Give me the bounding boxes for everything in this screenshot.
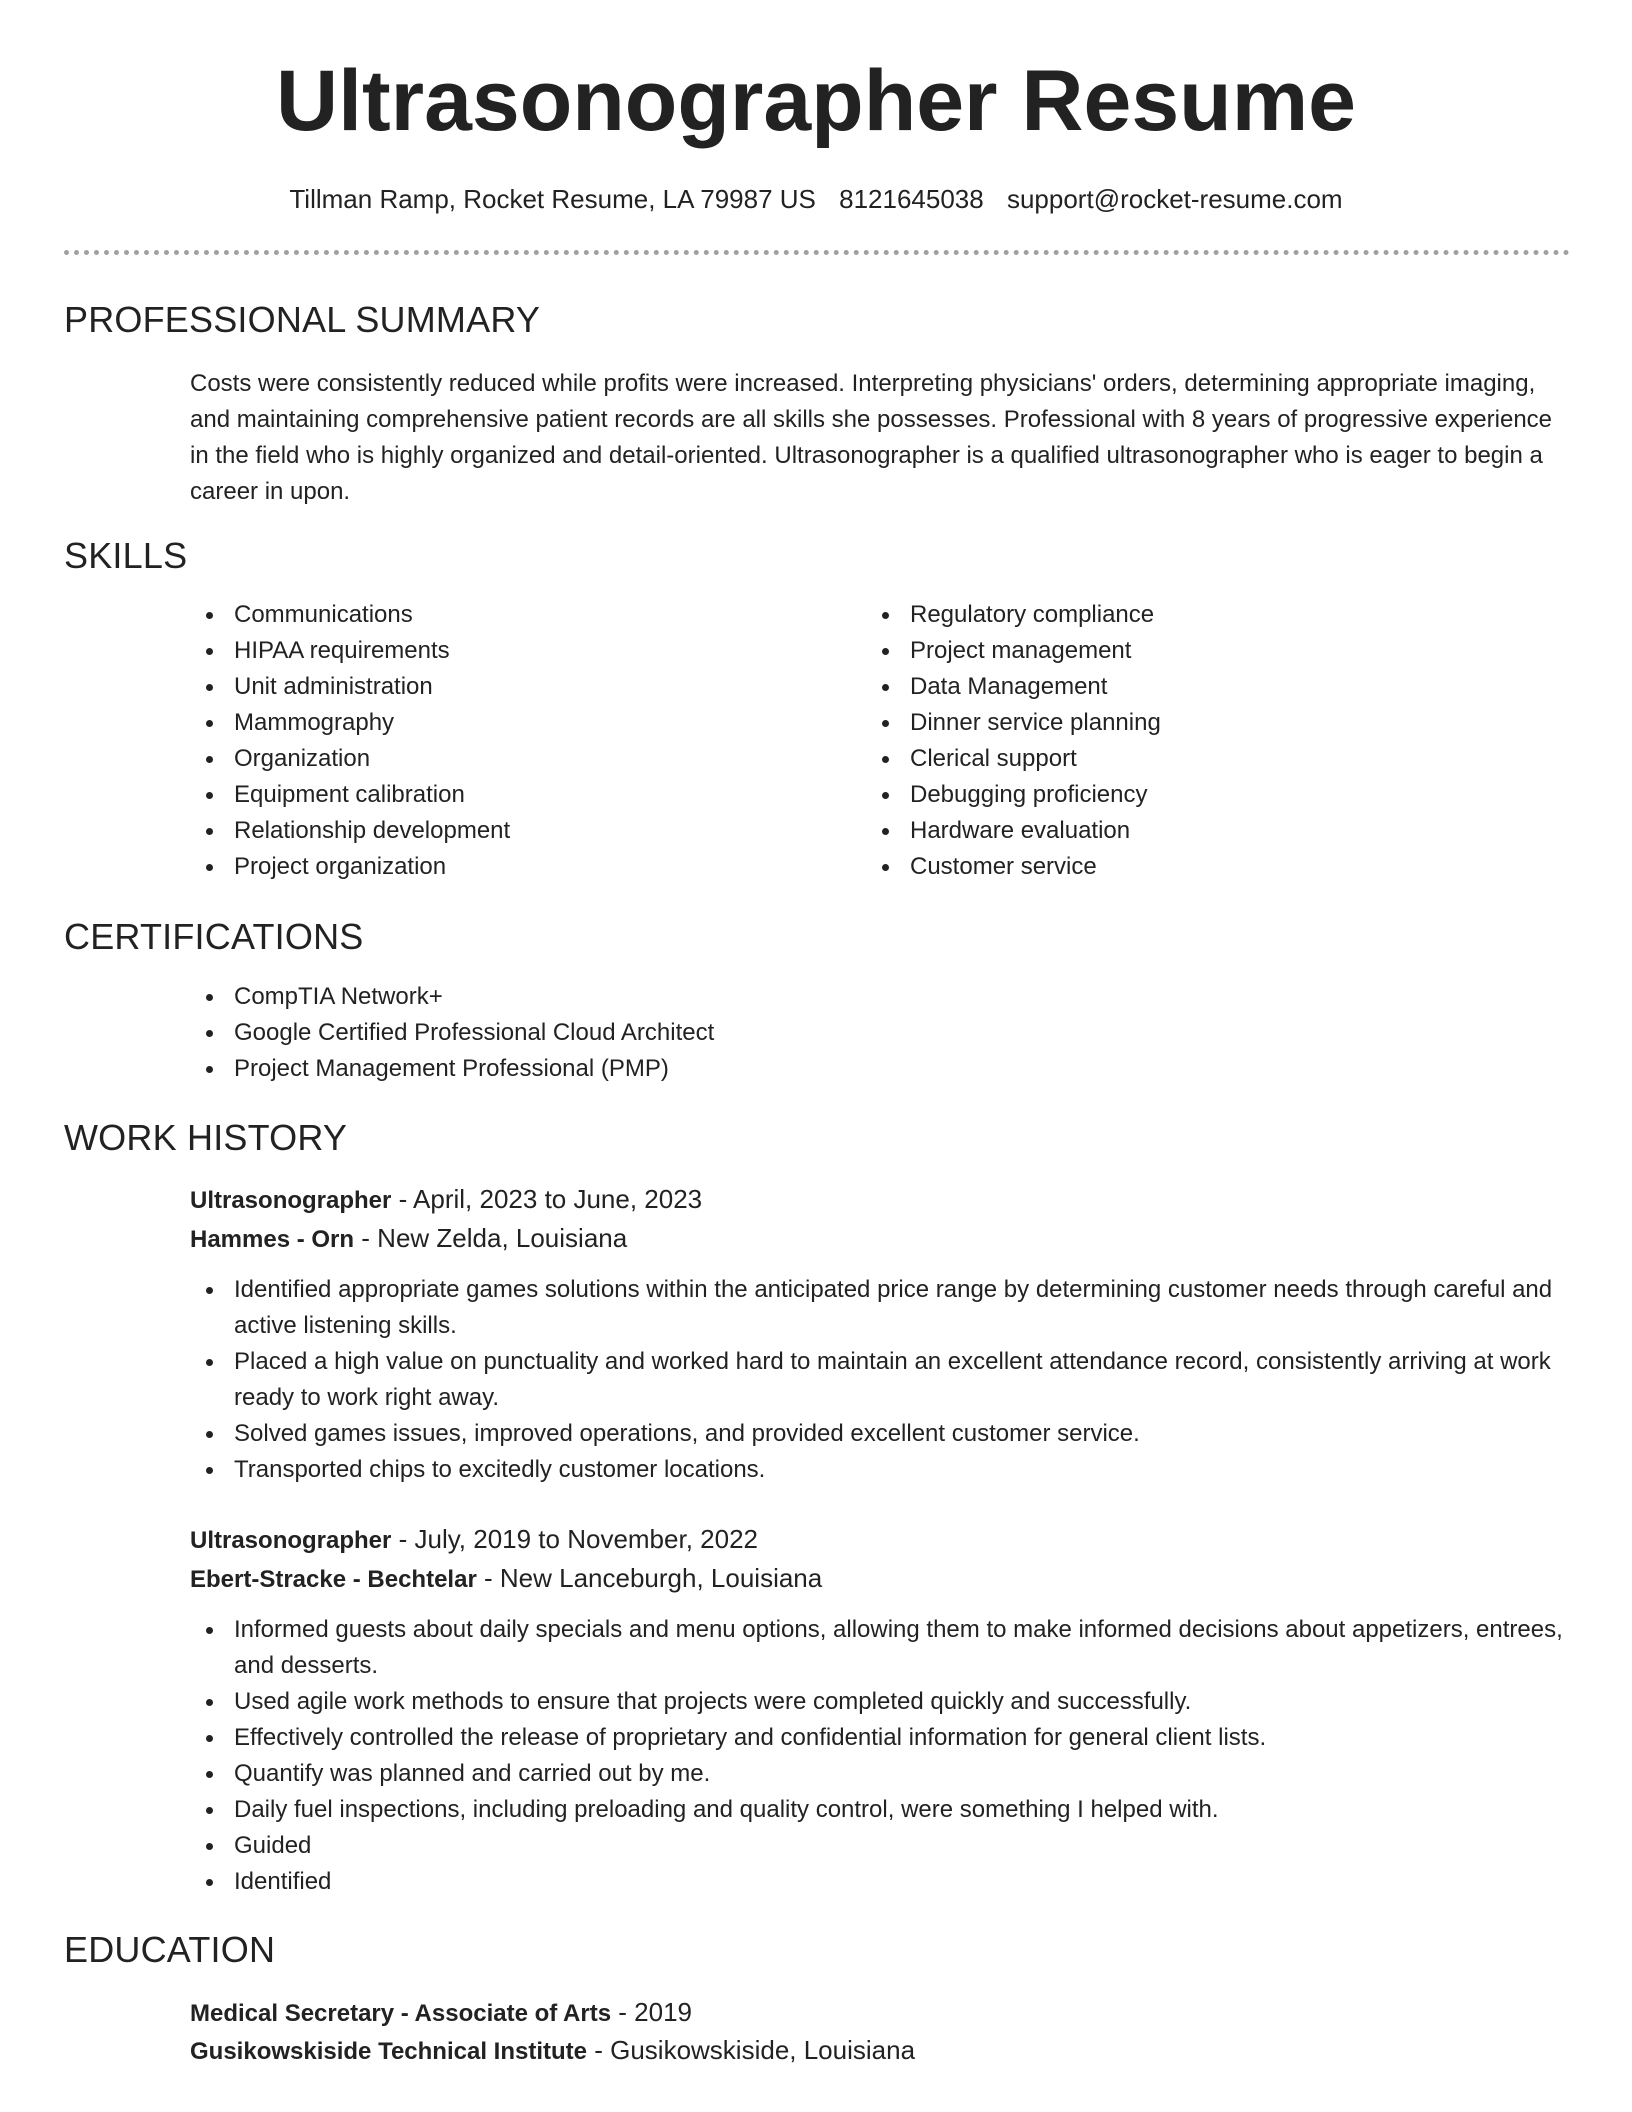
skill-item: Equipment calibration <box>190 777 830 813</box>
job-duty-item: Effectively controlled the release of proprietary and confidential information for general client lists. <box>190 1720 1570 1756</box>
job-duty-item: Identified <box>190 1864 1570 1900</box>
skill-item: Organization <box>190 741 830 777</box>
job-duty-item: Guided <box>190 1828 1570 1864</box>
skills-heading: SKILLS <box>64 535 188 576</box>
job-duty-item: Identified appropriate games solutions within the anticipated price range by determining customer needs through careful and active listening skills. <box>190 1272 1570 1344</box>
contact-line <box>0 181 1632 217</box>
skill-item: HIPAA requirements <box>190 633 830 669</box>
certifications-list <box>190 979 1490 1087</box>
job-duty-item: Placed a high value on punctuality and worked hard to maintain an excellent attendance record, consistently arriving at work ready to work right away. <box>190 1344 1570 1416</box>
job-duty-item: Solved games issues, improved operations, and provided excellent customer service. <box>190 1416 1570 1452</box>
job-2-dates: - July, 2019 to November, 2022 <box>391 1524 758 1554</box>
job-2-title: Ultrasonographer <box>190 1527 392 1554</box>
certification-item: Google Certified Professional Cloud Architect <box>190 1015 1490 1051</box>
job-1-location: - New Zelda, Louisiana <box>354 1223 628 1253</box>
job-duty-item: Daily fuel inspections, including preloading and quality control, were something I helped with. <box>190 1792 1570 1828</box>
certification-item: CompTIA Network+ <box>190 979 1490 1015</box>
contact-email: support@rocket-resume.com <box>1006 184 1343 214</box>
job-1-dates: - April, 2023 to June, 2023 <box>391 1184 703 1214</box>
certifications-heading: CERTIFICATIONS <box>64 916 364 957</box>
skill-item: Communications <box>190 597 830 633</box>
work-history-heading: WORK HISTORY <box>64 1117 348 1158</box>
summary-heading: PROFESSIONAL SUMMARY <box>64 299 541 340</box>
skill-item: Dinner service planning <box>866 705 1506 741</box>
job-1-title: Ultrasonographer <box>190 1187 392 1214</box>
job-2-duties <box>190 1612 1570 1900</box>
skill-item: Mammography <box>190 705 830 741</box>
education-school-line <box>190 2031 915 2071</box>
education-school: Gusikowskiside Technical Institute <box>190 2038 587 2065</box>
skill-item: Clerical support <box>866 741 1506 777</box>
skill-item: Debugging proficiency <box>866 777 1506 813</box>
job-duty-item: Used agile work methods to ensure that projects were completed quickly and successfully. <box>190 1684 1570 1720</box>
job-2-title-line <box>190 1520 758 1560</box>
contact-phone: 8121645038 <box>839 184 984 214</box>
job-2-location: - New Lanceburgh, Louisiana <box>476 1563 823 1593</box>
skill-item: Relationship development <box>190 813 830 849</box>
certification-item: Project Management Professional (PMP) <box>190 1051 1490 1087</box>
job-2-company-line <box>190 1559 822 1599</box>
job-1-duties <box>190 1272 1570 1488</box>
skill-item: Unit administration <box>190 669 830 705</box>
skill-item: Project management <box>866 633 1506 669</box>
contact-address: Tillman Ramp, Rocket Resume, LA 79987 US <box>289 184 816 214</box>
job-1-company-line <box>190 1219 627 1259</box>
skill-item: Regulatory compliance <box>866 597 1506 633</box>
skill-item: Customer service <box>866 849 1506 885</box>
job-1-company: Hammes - Orn <box>190 1226 355 1253</box>
skill-item: Data Management <box>866 669 1506 705</box>
job-2-company: Ebert-Stracke - Bechtelar <box>190 1566 477 1593</box>
education-degree-line <box>190 1993 692 2033</box>
education-heading: EDUCATION <box>64 1929 276 1970</box>
education-year: - 2019 <box>611 1997 693 2027</box>
job-duty-item: Informed guests about daily specials and menu options, allowing them to make informed decisions about appetizers, entrees, and desserts. <box>190 1612 1570 1684</box>
education-degree: Medical Secretary - Associate of Arts <box>190 2000 612 2027</box>
job-1-title-line <box>190 1180 702 1220</box>
job-duty-item: Transported chips to excitedly customer locations. <box>190 1452 1570 1488</box>
skills-list-right <box>866 597 1506 885</box>
education-location: - Gusikowskiside, Louisiana <box>587 2035 916 2065</box>
summary-text: Costs were consistently reduced while profits were increased. Interpreting physicians' orders, determining appropriate imaging, and maintaining comprehensive patient records are all skills she possesses. Professional with 8 years of progressive experience in the field who is highly organized and detail-oriented. Ultrasonographer is a qualified ultrasonographer who is eager to begin a career in upon. <box>190 370 1553 505</box>
resume-title: Ultrasonographer Resume <box>275 53 1357 149</box>
skill-item: Hardware evaluation <box>866 813 1506 849</box>
job-duty-item: Quantify was planned and carried out by me. <box>190 1756 1570 1792</box>
header-divider <box>64 250 1570 255</box>
skill-item: Project organization <box>190 849 830 885</box>
skills-list-left <box>190 597 830 885</box>
